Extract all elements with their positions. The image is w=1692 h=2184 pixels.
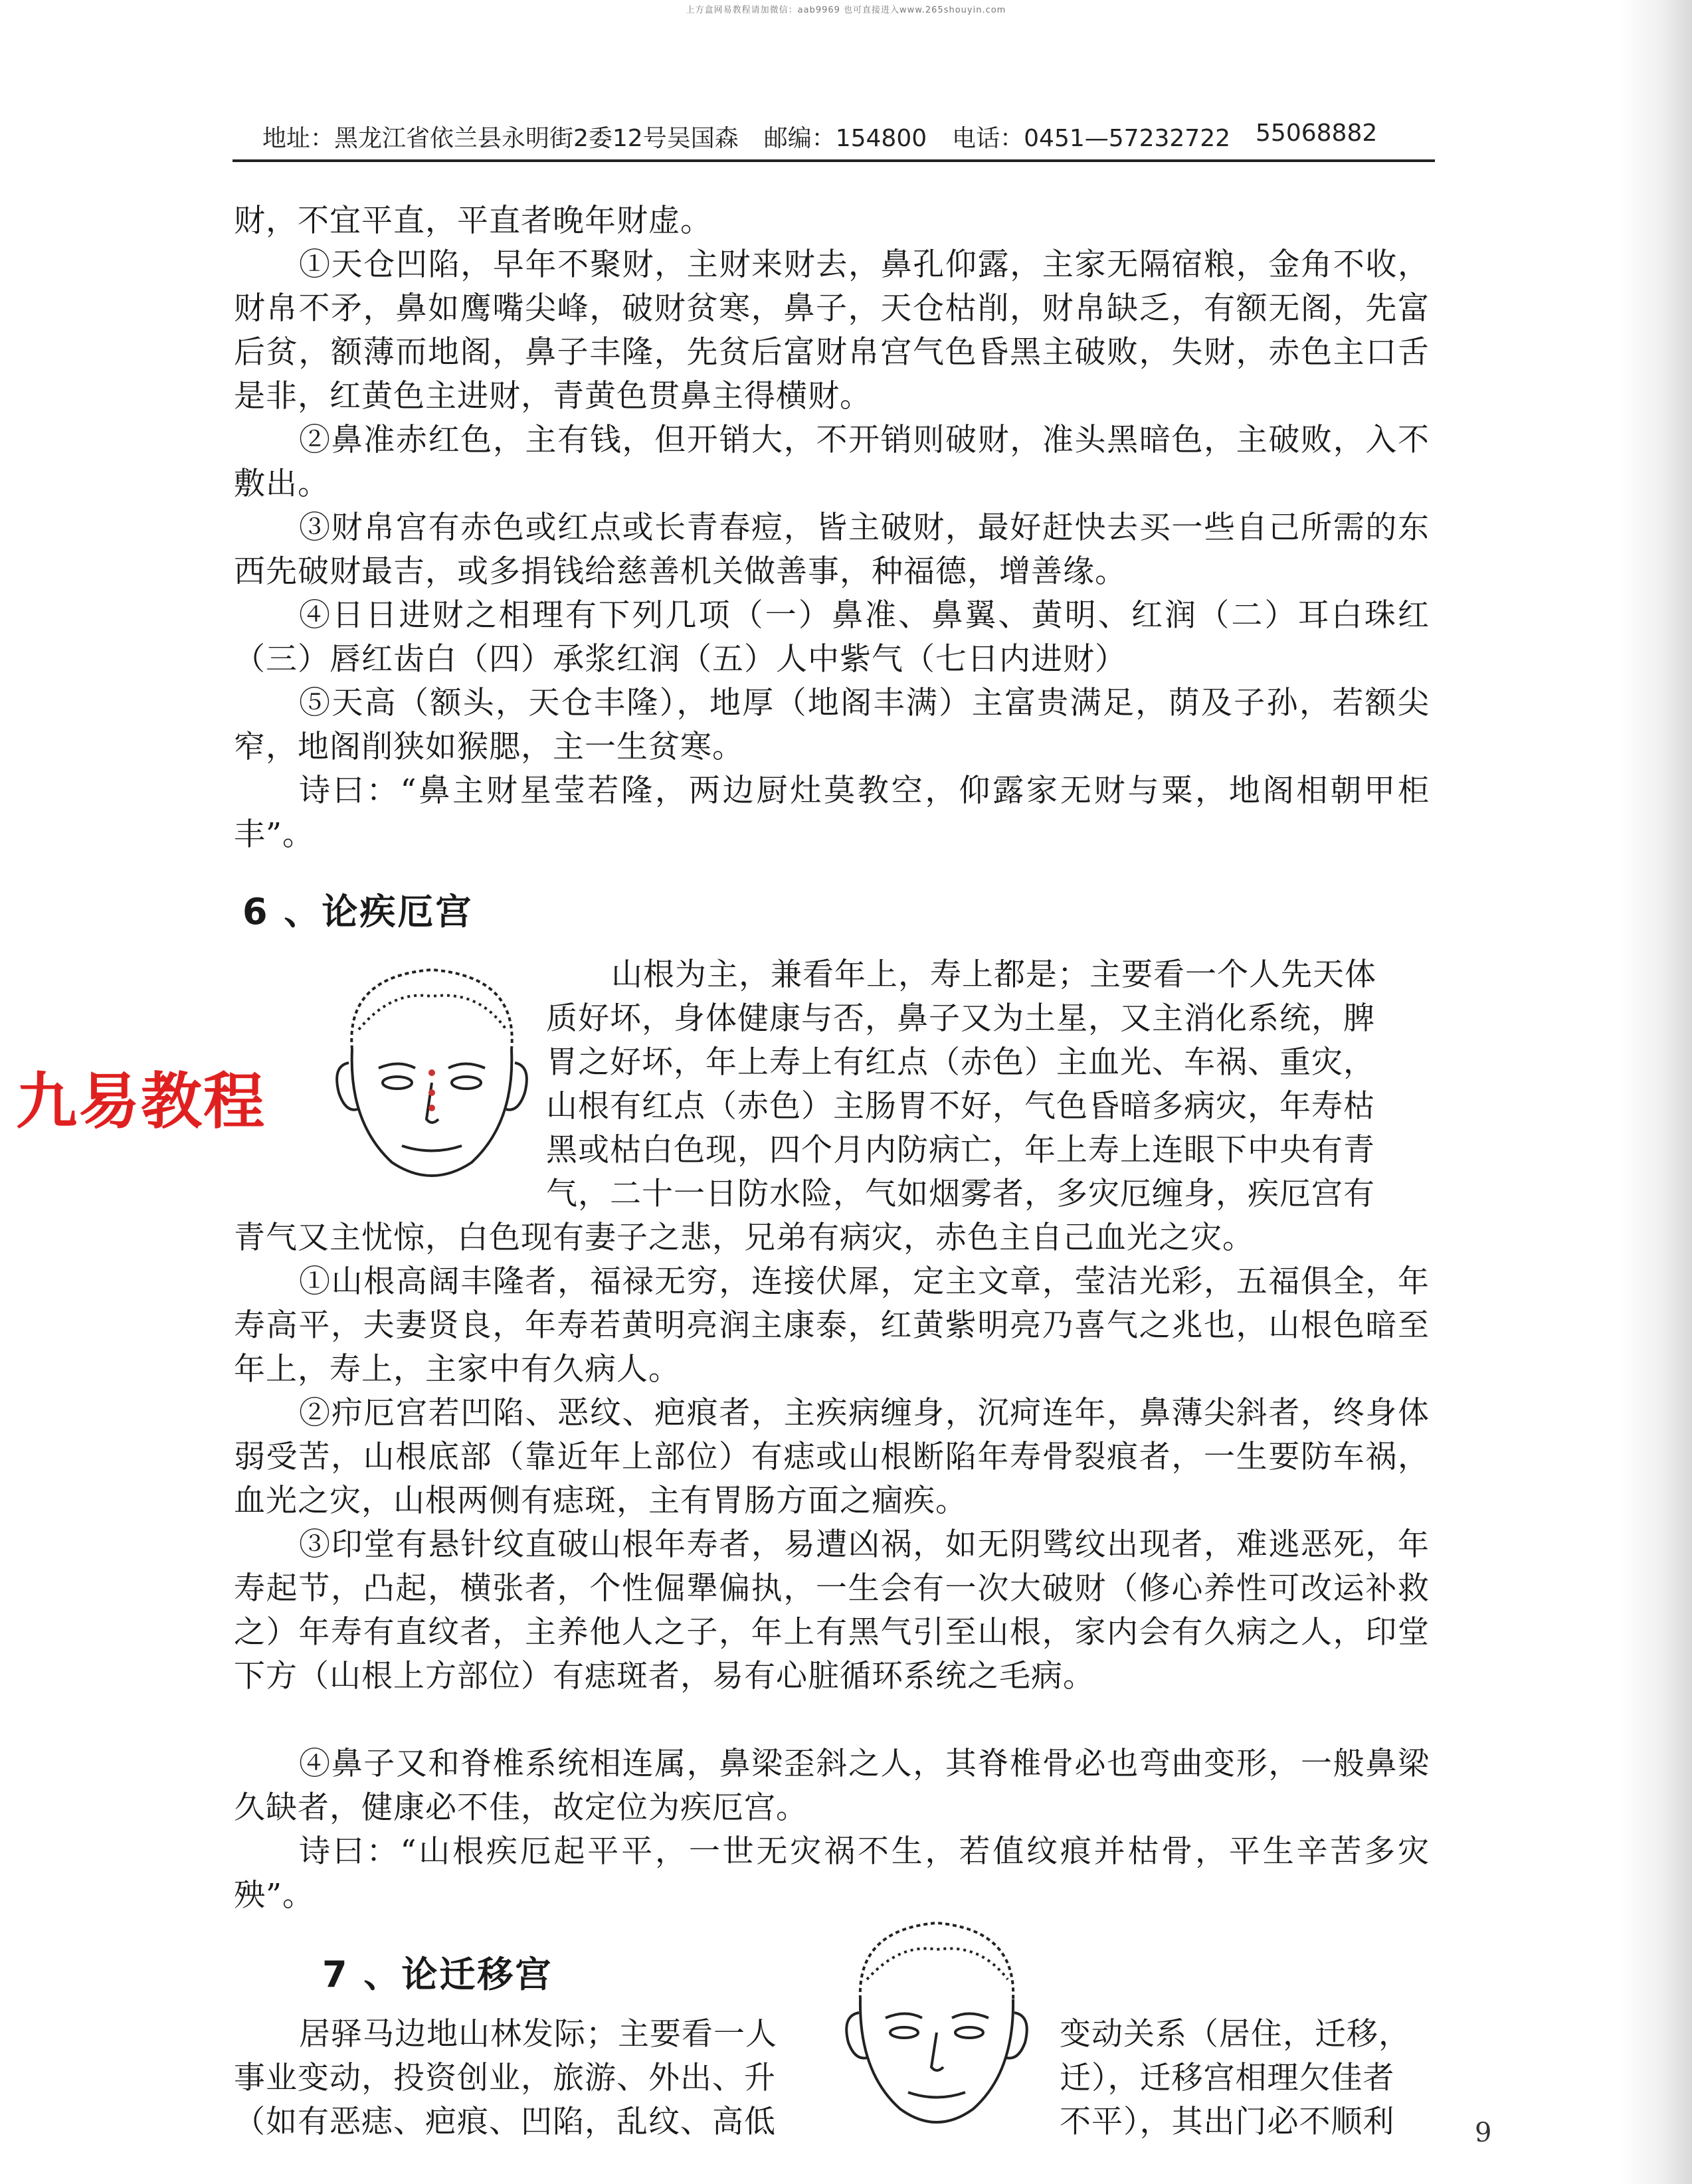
page-header: [262, 120, 1432, 153]
face-diagram: [312, 950, 551, 1202]
paragraph: ④鼻子又和脊椎系统相连属，鼻梁歪斜之人，其脊椎骨必也弯曲变形，一般鼻梁久缺者，健康必不佳，故定位为疾厄宫。: [234, 1746, 1430, 1826]
header-phone: 电话：0451—57232722: [952, 125, 1231, 152]
text-line: 居驿马边地山林发际；主要看一人: [299, 2016, 777, 2052]
section-title-7: 7 、论迁移宫: [322, 1954, 553, 1995]
paragraph: [546, 997, 1430, 1216]
watermark: 九易教程: [16, 1066, 266, 1137]
paragraph: ③印堂有悬针纹直破山根年寿者，易遭凶祸，如无阴骘纹出现者，难逃恶死，年寿起节，凸起，横张者，个性倔犟偏执，一生会有一次大破财（修心养性可改运补救之）年寿有直纹者，主养他人之子，年上有黑气引至山根，家内会有久病之人，印堂下方（山根上方部位）有痣斑者，易有心脏循环系统之毛病。: [234, 1526, 1430, 1694]
text-line: 不平），其出门必不顺利: [1060, 2104, 1395, 2140]
header-postcode: 邮编：154800: [763, 125, 927, 152]
paragraph: ①山根高阔丰隆者，福禄无穷，连接伏犀，定主文章，莹洁光彩，五福俱全，年寿高平，夫妻贤良，年寿若黄明亮润主康泰，红黄紫明亮乃喜气之兆也，山根色暗至年上，寿上，主家中有久病人。: [234, 1263, 1430, 1388]
text-line: 胃之好坏，年上寿上有红点（赤色）主血光、车祸、重灾，: [546, 1044, 1375, 1081]
text-line: 黑或枯白色现，四个月内防病亡，年上寿上连眼下中央有青: [546, 1132, 1375, 1168]
text-line: 变动关系（居住，迁移，: [1060, 2016, 1410, 2052]
text-line: 质好坏，身体健康与否，鼻子又为土星，又主消化系统，脾: [546, 1000, 1375, 1037]
paragraph: ②鼻准赤红色，主有钱，但开销大，不开销则破财，准头黑暗色，主破败，入不敷出。: [234, 422, 1430, 502]
page-number: 9: [1475, 2118, 1492, 2148]
top-banner: 上方盒网易教程请加微信：aab9969 也可直接进入www.265shouyin.com: [686, 5, 1006, 15]
scan-edge: [1619, 0, 1692, 2184]
paragraph: ⑤天高（额头，天仓丰隆），地厚（地阁丰满）主富贵满足，荫及子孙，若额尖窄，地阁削狭如猴腮，主一生贫寒。: [234, 685, 1430, 765]
poem: 诗曰：“山根疾厄起平平，一世无灾祸不生，若值纹痕并枯骨，平生辛苦多灾殃”。: [234, 1833, 1430, 1914]
header-address: 地址：黑龙江省依兰县永明街2委12号吴国森: [262, 125, 739, 152]
poem: 诗曰：“鼻主财星莹若隆，两边厨灶莫教空，仰露家无财与粟，地阁相朝甲柜丰”。: [234, 773, 1430, 853]
text-line: 山根有红点（赤色）主肠胃不好，气色昏暗多病灾，年寿枯: [546, 1088, 1375, 1125]
paragraph: [234, 2013, 818, 2144]
section-title-6: 6 、论疾厄宫: [242, 891, 474, 933]
paragraph: 青气又主忧惊，白色现有妻子之悲，兄弟有病灾，赤色主自己血光之灾。: [234, 1220, 1254, 1256]
text-line: 气，二十一日防水险，气如烟雾者，多灾厄缠身，疾厄宫有: [546, 1176, 1375, 1212]
paragraph: ④日日进财之相理有下列几项（一）鼻准、鼻翼、黄明、红润（二）耳白珠红（三）唇红齿白（四）承浆红润（五）人中紫气（七日内进财）: [234, 597, 1430, 678]
paragraph: [1060, 2013, 1432, 2144]
text-line: （如有恶痣、疤痕、凹陷，乱纹、高低: [234, 2104, 776, 2140]
text-line: 迁），迁移宫相理欠佳者: [1060, 2060, 1395, 2096]
paragraph: ②疖厄宫若凹陷、恶纹、疤痕者，主疾病缠身，沉疴连年，鼻薄尖斜者，终身体弱受苦，山根底部（靠近年上部位）有痣或山根断陷年寿骨裂痕者，一生要防车祸，血光之灾，山根两侧有痣斑，主有胃肠方面之痼疾。: [234, 1395, 1430, 1519]
header-rule: [233, 159, 1435, 162]
paragraph: ③财帛宫有赤色或红点或长青春痘，皆主破财，最好赶快去买一些自己所需的东西先破财最吉，或多捐钱给慈善机关做善事，种福德，增善缘。: [234, 509, 1430, 590]
text-line: 事业变动，投资创业，旅游、外出、升: [234, 2060, 776, 2096]
paragraph: 财，不宜平直，平直者晚年财虚。: [234, 203, 712, 239]
paragraph: ①天仓凹陷，早年不聚财，主财来财去，鼻孔仰露，主家无隔宿粮，金角不收，财帛不矛，鼻如鹰嘴尖峰，破财贫寒，鼻子，天仓枯削，财帛缺乏，有额无阁，先富后贫，额薄而地阁，鼻子丰隆，先贫后富财帛宫气色昏黑主破败，失财，赤色主口舌是非，红黄色主进财，青黄色贯鼻主得横财。: [234, 246, 1430, 414]
paragraph: [546, 953, 1430, 997]
header-phone2: 55068882: [1256, 120, 1378, 147]
text-line: 山根为主，兼看年上，寿上都是；主要看一个人先天体: [611, 956, 1376, 993]
face-diagram: [827, 1906, 1046, 2145]
